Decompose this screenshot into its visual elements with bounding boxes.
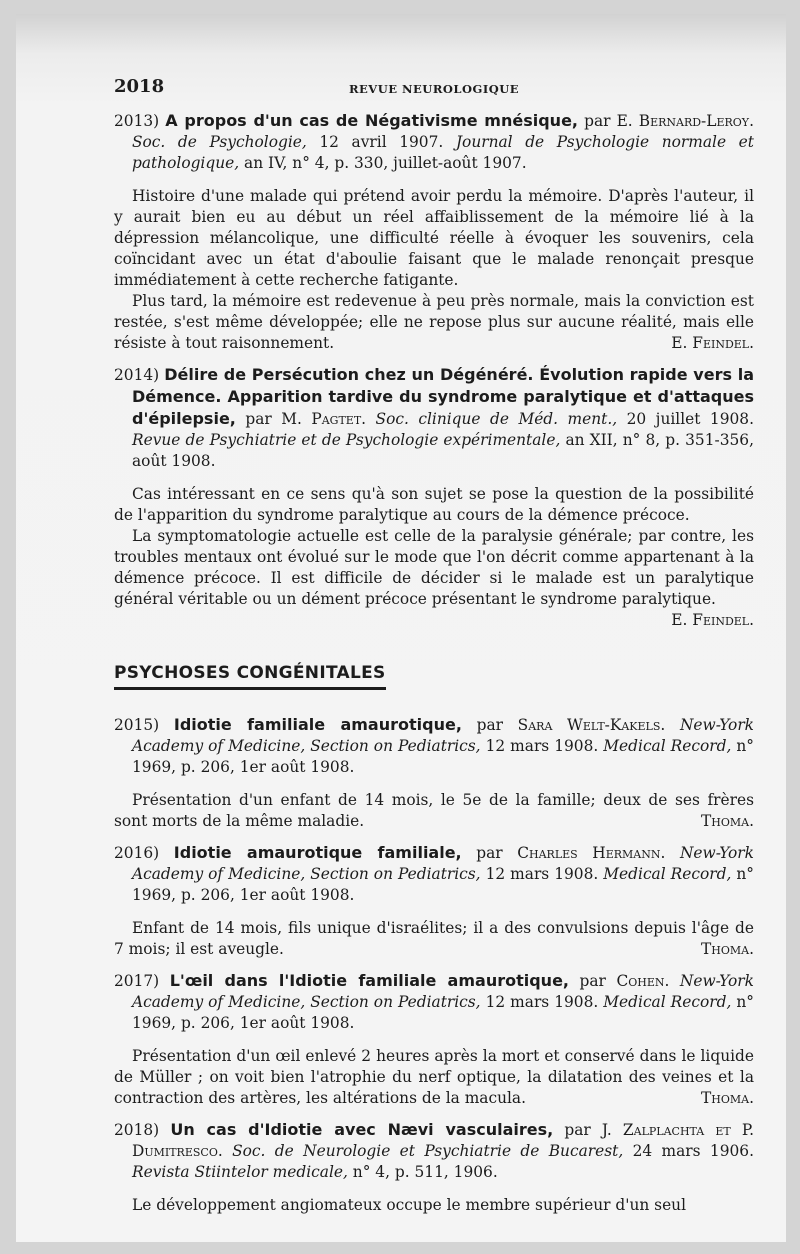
entry-reference: an XII, n° 8, p. 351-356, août 1908. [132, 431, 754, 470]
abstract-entry-2013 [114, 110, 754, 354]
entry-reference: n° 1969, p. 206, 1er août 1908. [132, 993, 754, 1032]
abstract-entry-2018 [114, 1119, 754, 1216]
journal-page [16, 14, 786, 1242]
entry-paragraph: Histoire d'une malade qui prétend avoir perdu la mémoire. D'après l'auteur, il y aurait bien eu au début un réel affaiblissement de la mémoire lié à la dépression mélancolique, une difficulté réelle à évoquer les souvenirs, cela coïncidant avec un état d'aboulie faisant que le malade renonçait presque immédiatement à cette recherche fatigante. [114, 187, 754, 289]
entry-source: New-York Academy of Medicine, Section on Pediatrics, [132, 972, 754, 1011]
entry-title: L'œil dans l'Idiotie familiale amaurotique, [169, 971, 569, 990]
entry-paragraph: Cas intéressant en ce sens qu'à son sujet se pose la question de la possibilité de l'apparition du syndrome paralytique au cours de la démence précoce. [114, 485, 754, 524]
par-word: par [579, 972, 606, 990]
entry-reference: n° 1969, p. 206, 1er août 1908. [132, 865, 754, 904]
entry-body [114, 484, 754, 631]
entry-author: Charles Hermann. [517, 844, 666, 862]
entry-author: M. Pagtet. [281, 410, 367, 428]
entry-paragraph [114, 1046, 754, 1109]
entry-date: 24 mars 1906. [632, 1142, 754, 1160]
entry-date: 12 avril 1907. [319, 133, 444, 151]
par-word: par [476, 844, 503, 862]
entry-journal: Medical Record, [603, 737, 732, 755]
entry-citation [114, 1119, 754, 1183]
entry-citation [114, 364, 754, 472]
entry-date: 12 mars 1908. [485, 737, 599, 755]
journal-title: REVUE NEUROLOGIQUE [348, 82, 520, 96]
entry-body [114, 1046, 754, 1109]
entry-journal: Journal de Psychologie normale et pathologique, [132, 133, 754, 172]
par-word: par [476, 716, 503, 734]
entry-citation [114, 714, 754, 778]
par-word: par [584, 112, 611, 130]
entry-source: New-York Academy of Medicine, Section on Pediatrics, [132, 844, 754, 883]
abstract-entry-2016 [114, 842, 754, 960]
entry-body [114, 186, 754, 354]
entry-citation [114, 970, 754, 1034]
entry-signature: E. Feindel. [671, 334, 754, 352]
entry-number: 2015) [114, 716, 160, 734]
entry-author: J. Zalplachta et P. Dumitresco. [132, 1121, 754, 1160]
entry-reference: n° 1969, p. 206, 1er août 1908. [132, 737, 754, 776]
entry-reference: an IV, n° 4, p. 330, juillet-août 1907. [244, 154, 527, 172]
page-number: 2018 [114, 76, 165, 97]
entry-signature: Thoma. [701, 940, 754, 958]
entry-source: New-York Academy of Medicine, Section on Pediatrics, [132, 716, 754, 755]
entry-title: Un cas d'Idiotie avec Nævi vasculaires, [170, 1120, 554, 1139]
page-content [114, 76, 754, 1226]
section-heading: PSYCHOSES CONGÉNITALES [114, 663, 386, 690]
entry-paragraph [114, 790, 754, 832]
entry-journal: Revista Stiintelor medicale, [132, 1163, 348, 1181]
par-word: par [564, 1121, 591, 1139]
entry-title: Idiotie familiale amaurotique, [173, 715, 462, 734]
entry-paragraph-text: Plus tard, la mémoire est redevenue à peu près normale, mais la conviction est restée, s'est même développée; elle ne repose plus sur aucune réalité, mais elle résiste à tout raisonnement. [114, 292, 754, 352]
par-word: par [245, 410, 272, 428]
entry-number: 2016) [114, 844, 160, 862]
entry-author: Sara Welt-Kakels. [517, 716, 666, 734]
entry-paragraph-text: Présentation d'un enfant de 14 mois, le 5e de la famille; deux de ses frères sont morts de la même maladie. [114, 791, 754, 830]
entry-title: A propos d'un cas de Négativisme mnésique, [165, 111, 579, 130]
entry-paragraph-text: Enfant de 14 mois, fils unique d'israélites; il a des convulsions depuis l'âge de 7 mois; il est aveugle. [114, 919, 754, 958]
entry-journal: Revue de Psychiatrie et de Psychologie expérimentale, [132, 431, 561, 449]
entry-signature: Thoma. [701, 812, 754, 830]
entry-body [114, 1195, 754, 1216]
entry-journal: Medical Record, [603, 865, 732, 883]
entry-paragraph-text: Présentation d'un œil enlevé 2 heures après la mort et conservé dans le liquide de Müller ; on voit bien l'atrophie du nerf optique, la dilatation des veines et la contraction des artères, les altérations de la macula. [114, 1047, 754, 1107]
running-head [114, 76, 754, 98]
entry-date: 12 mars 1908. [485, 993, 599, 1011]
abstract-entry-2014 [114, 364, 754, 631]
entry-source: Soc. clinique de Méd. ment., [375, 410, 618, 428]
entry-citation [114, 110, 754, 174]
entry-reference: n° 4, p. 511, 1906. [352, 1163, 498, 1181]
entry-body [114, 918, 754, 960]
entry-title: Délire de Persécution chez un Dégénéré. Évolution rapide vers la Démence. Apparition tardive du syndrome paralytique et d'attaques d'épilepsie, [132, 365, 754, 428]
entry-paragraph: La symptomatologie actuelle est celle de la paralysie générale; par contre, les troubles mentaux ont évolué sur le mode que l'on décrit comme appartenant à la démence précoce. Il est difficile de décider si le malade est un paralytique général véritable ou un dément précoce présentant le syndrome paralytique. [114, 527, 754, 608]
entry-number: 2014) [114, 366, 160, 384]
abstract-entry-2017 [114, 970, 754, 1109]
entry-source: Soc. de Neurologie et Psychiatrie de Bucarest, [232, 1142, 624, 1160]
entry-author: Cohen. [616, 972, 670, 990]
entry-signature: E. Feindel. [671, 611, 754, 629]
abstract-entry-2015 [114, 714, 754, 832]
entry-author: E. Bernard-Leroy. [616, 112, 754, 130]
entry-date: 20 juillet 1908. [626, 410, 754, 428]
entry-body [114, 790, 754, 832]
entry-paragraph: Le développement angiomateux occupe le membre supérieur d'un seul [132, 1196, 687, 1214]
entry-citation [114, 842, 754, 906]
entry-number: 2018) [114, 1121, 160, 1139]
entry-number: 2017) [114, 972, 160, 990]
entry-number: 2013) [114, 112, 160, 130]
entry-source: Soc. de Psychologie, [132, 133, 307, 151]
entry-paragraph [114, 918, 754, 960]
entry-signature: Thoma. [701, 1089, 754, 1107]
entry-title: Idiotie amaurotique familiale, [173, 843, 462, 862]
entry-date: 12 mars 1908. [485, 865, 599, 883]
entry-journal: Medical Record, [603, 993, 732, 1011]
entry-paragraph [114, 291, 754, 354]
